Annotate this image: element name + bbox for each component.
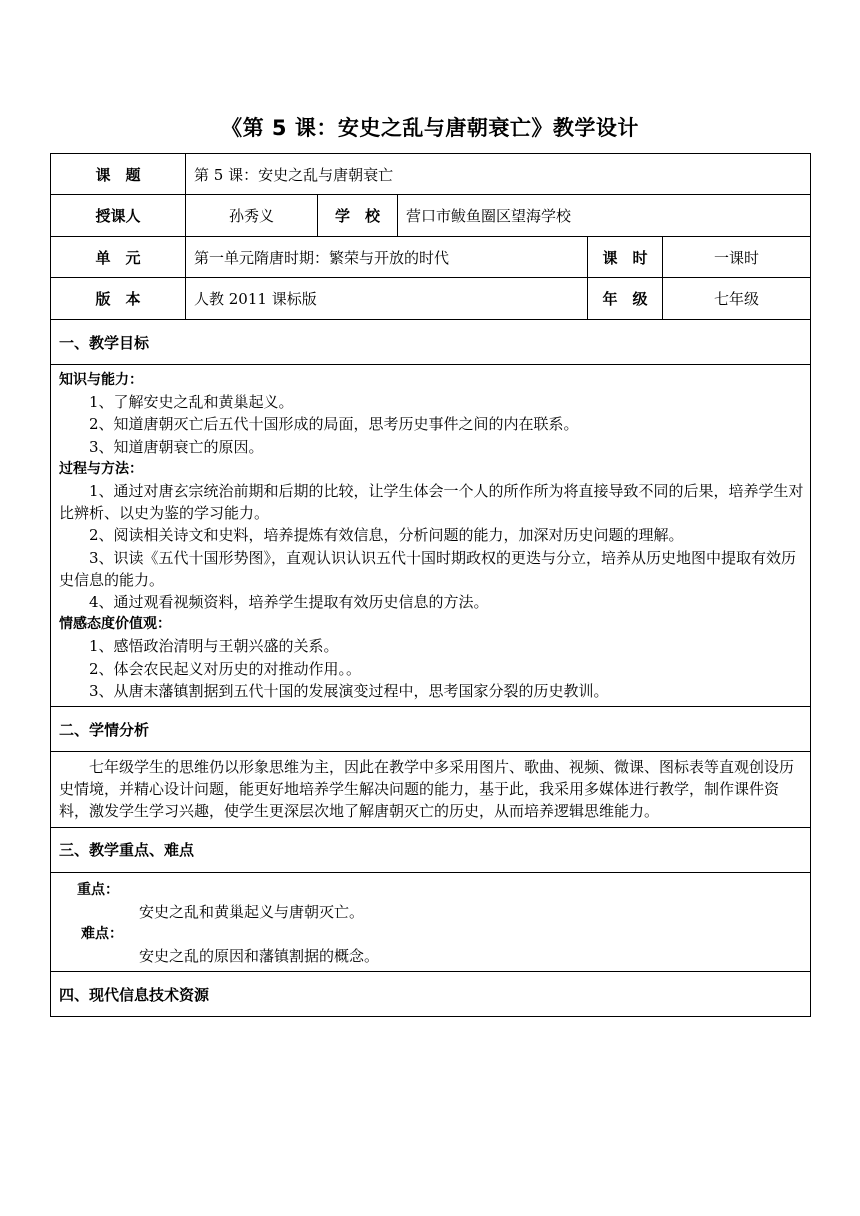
- section-heading: 四、现代信息技术资源: [51, 972, 811, 1017]
- section-heading: 二、学情分析: [51, 707, 811, 752]
- difficulty-label: 难点：: [81, 926, 123, 943]
- section-heading: 一、教学目标: [51, 320, 811, 365]
- grade-value: 七年级: [663, 278, 811, 320]
- key-text: 安史之乱和黄巢起义与唐朝灭亡。: [139, 902, 365, 921]
- attitude-item: 3、从唐末藩镇割据到五代十国的发展演变过程中，思考国家分裂的历史教训。: [89, 681, 609, 700]
- section2-body-row: [51, 752, 811, 828]
- document-title: 《第 5 课：安史之乱与唐朝衰亡》教学设计: [221, 116, 639, 140]
- key-label: 重点：: [77, 881, 119, 898]
- process-item: 4、通过观看视频资料，培养学生提取有效历史信息的方法。: [89, 593, 489, 612]
- edition-label: 版 本: [51, 278, 186, 320]
- attitude-item: 2、体会农民起义对历史的对推动作用。。: [89, 659, 362, 678]
- school-label: 学 校: [318, 195, 398, 237]
- section-heading: 三、教学重点、难点: [51, 827, 811, 872]
- teacher-row: [51, 195, 811, 237]
- process-item: 1、通过对唐玄宗统治前期和后期的比较，让学生体会一个人的所作所为将直接导致不同的后果，培养学生对比辨析、以史为鉴的学习能力。: [59, 482, 804, 523]
- knowledge-heading: 知识与能力：: [59, 372, 143, 388]
- section3-heading-row: [51, 827, 811, 872]
- objectives-body: [51, 365, 811, 707]
- hours-label: 课 时: [588, 237, 663, 278]
- process-heading: 过程与方法：: [59, 460, 143, 477]
- section3-body-row: [51, 872, 811, 972]
- topic-value: 第 5 课：安史之乱与唐朝衰亡: [186, 154, 811, 195]
- hours-value: 一课时: [663, 237, 811, 278]
- unit-row: [51, 237, 811, 278]
- topic-row: [51, 154, 811, 195]
- edition-value: 人教 2011 课标版: [186, 278, 588, 320]
- attitude-heading: 情感态度价值观：: [59, 616, 171, 633]
- section4-heading-row: [51, 972, 811, 1017]
- section2-heading-row: [51, 707, 811, 752]
- topic-label: 课 题: [51, 154, 186, 195]
- teacher-label: 授课人: [51, 195, 186, 237]
- section1-body-row: [51, 365, 811, 707]
- section1-heading-row: [51, 320, 811, 365]
- school-value: 营口市鲅鱼圈区望海学校: [398, 195, 811, 237]
- knowledge-item: 3、知道唐朝衰亡的原因。: [89, 437, 264, 456]
- lesson-plan-table: [50, 153, 811, 1017]
- attitude-item: 1、感悟政治清明与王朝兴盛的关系。: [89, 637, 339, 656]
- unit-label: 单 元: [51, 237, 186, 278]
- teacher-value: 孙秀义: [186, 195, 318, 237]
- analysis-body: [51, 752, 811, 828]
- process-item: 3、识读《五代十国形势图》，直观认识认识五代十国时期政权的更迭与分立，培养从历史地图中提取有效历史信息的能力。: [59, 548, 797, 589]
- unit-value: 第一单元隋唐时期：繁荣与开放的时代: [186, 237, 588, 278]
- difficulty-text: 安史之乱的原因和藩镇割据的概念。: [139, 947, 380, 966]
- analysis-text: 七年级学生的思维仍以形象思维为主，因此在教学中多采用图片、歌曲、视频、微课、图标表等直观创设历史情境，并精心设计问题，能更好地培养学生解决问题的能力，基于此，我采用多媒体进行教学，制作课件资料，激发学生学习兴趣，使学生更深层次地了解唐朝灭亡的历史，从而培养逻辑思维能力。: [59, 758, 795, 821]
- key-points-body: [51, 872, 811, 972]
- process-item: 2、阅读相关诗文和史料，培养提炼有效信息，分析问题的能力，加深对历史问题的理解。: [89, 526, 684, 545]
- knowledge-item: 1、了解安史之乱和黄巢起义。: [89, 393, 294, 412]
- knowledge-item: 2、知道唐朝灭亡后五代十国形成的局面，思考历史事件之间的内在联系。: [89, 415, 579, 434]
- edition-row: [51, 278, 811, 320]
- grade-label: 年 级: [588, 278, 663, 320]
